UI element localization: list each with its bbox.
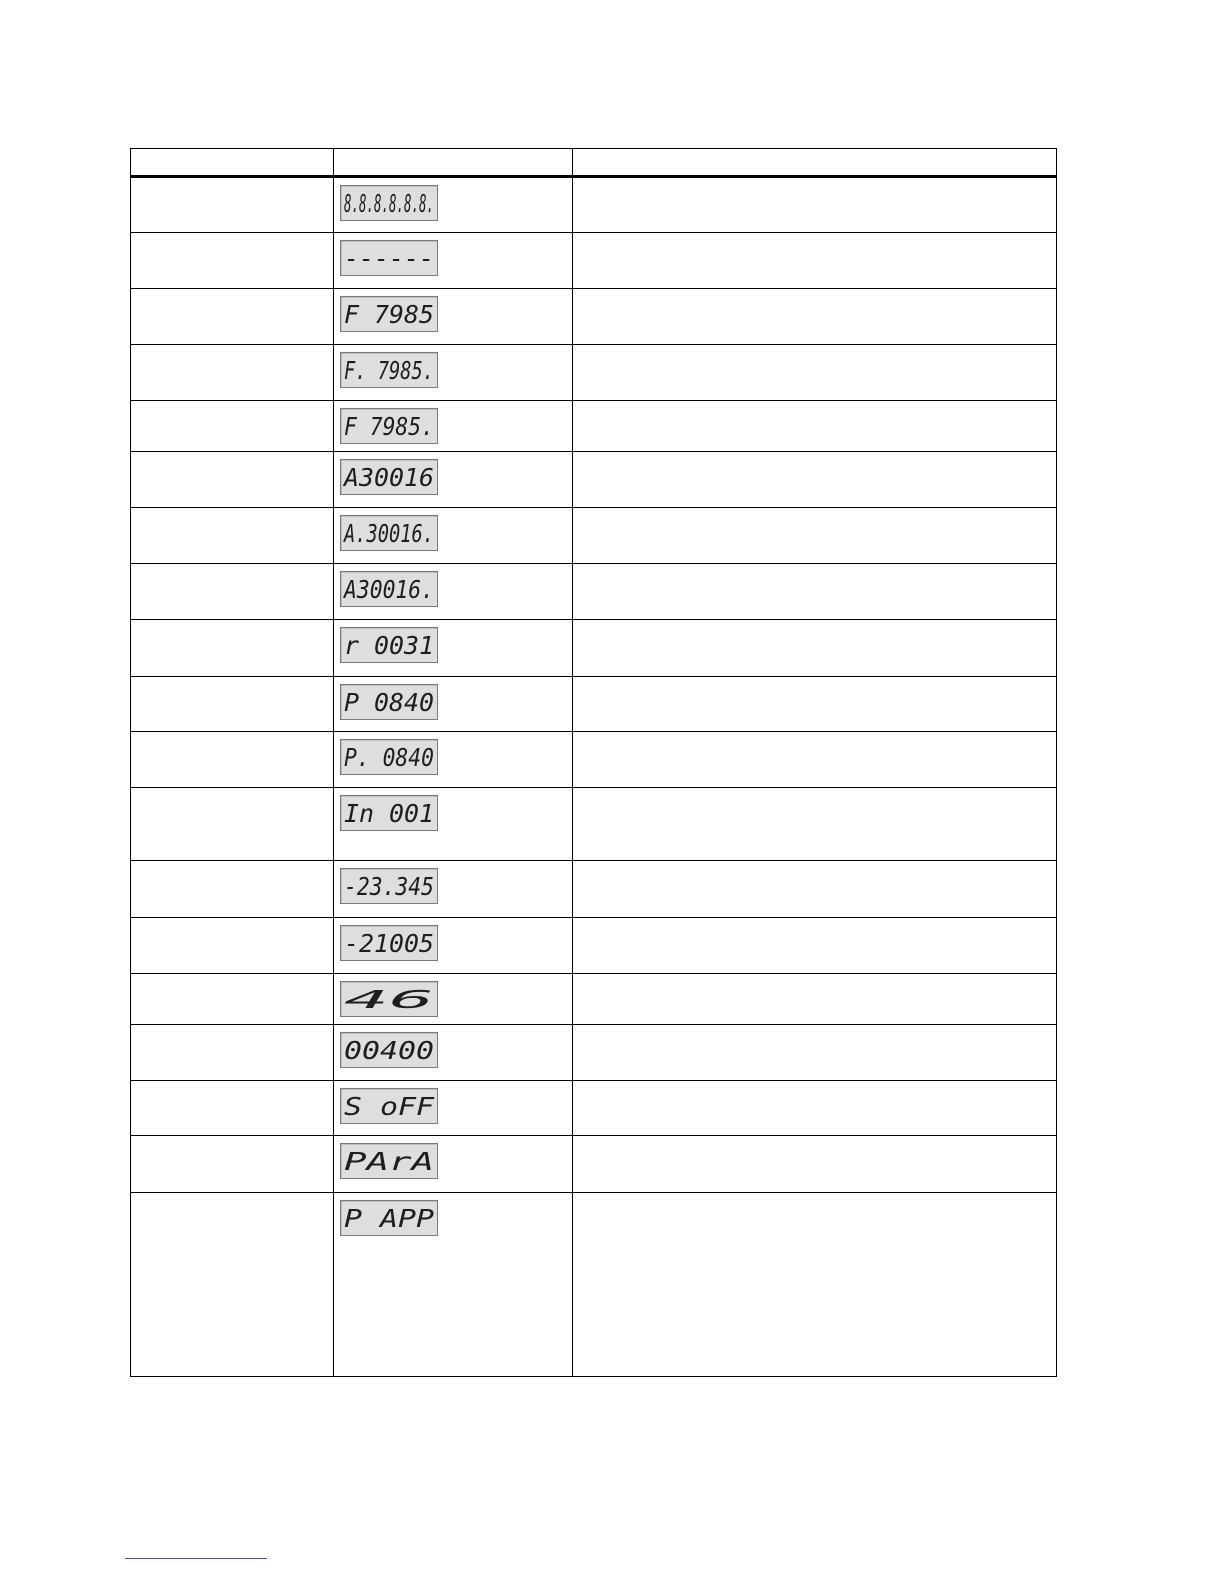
parameter-cell bbox=[131, 732, 334, 788]
footnote-rule bbox=[125, 1558, 267, 1559]
parameter-cell bbox=[131, 918, 334, 974]
lcd-text: 00400 bbox=[344, 1036, 434, 1065]
lcd-text: P APP bbox=[344, 1204, 434, 1233]
table-row bbox=[131, 788, 1057, 861]
lcd-text: P 0840 bbox=[344, 688, 434, 717]
lcd-display bbox=[340, 925, 438, 961]
display-cell bbox=[334, 1081, 573, 1136]
display-cell bbox=[334, 452, 573, 508]
lcd-display bbox=[340, 515, 438, 551]
parameter-cell bbox=[131, 401, 334, 452]
lcd-text: A.30016. bbox=[342, 519, 434, 548]
parameter-cell bbox=[131, 1193, 334, 1377]
description-cell bbox=[573, 1081, 1057, 1136]
lcd-text: 8.8.8.8.8.8. bbox=[344, 189, 434, 218]
description-cell bbox=[573, 974, 1057, 1025]
lcd-text: F 7985 bbox=[344, 300, 434, 329]
lcd-text: ------ bbox=[344, 244, 434, 273]
header-cell-2 bbox=[334, 149, 573, 177]
display-cell bbox=[334, 974, 573, 1025]
table-row bbox=[131, 401, 1057, 452]
parameter-cell bbox=[131, 677, 334, 732]
lcd-display bbox=[340, 981, 438, 1017]
description-cell bbox=[573, 620, 1057, 677]
lcd-display bbox=[340, 185, 438, 221]
lcd-text: S oFF bbox=[344, 1092, 436, 1121]
lcd-text: In 001 bbox=[344, 799, 434, 828]
table-row bbox=[131, 233, 1057, 289]
lcd-display bbox=[340, 684, 438, 720]
lcd-display bbox=[340, 739, 438, 775]
table-body bbox=[131, 177, 1057, 1377]
parameter-cell bbox=[131, 1136, 334, 1193]
table-row bbox=[131, 452, 1057, 508]
description-cell bbox=[573, 233, 1057, 289]
display-cell bbox=[334, 788, 573, 861]
description-cell bbox=[573, 289, 1057, 345]
description-cell bbox=[573, 918, 1057, 974]
display-cell bbox=[334, 677, 573, 732]
table-row bbox=[131, 508, 1057, 564]
lcd-text: -23.345 bbox=[344, 872, 434, 901]
parameter-cell bbox=[131, 233, 334, 289]
lcd-display bbox=[340, 296, 438, 332]
table-row bbox=[131, 1081, 1057, 1136]
lcd-text: -21005 bbox=[344, 929, 434, 958]
table-row bbox=[131, 918, 1057, 974]
display-cell bbox=[334, 918, 573, 974]
lcd-text: A30016. bbox=[342, 575, 434, 604]
table-row bbox=[131, 1193, 1057, 1377]
display-cell bbox=[334, 345, 573, 401]
table-row bbox=[131, 1136, 1057, 1193]
parameter-cell bbox=[131, 452, 334, 508]
display-cell bbox=[334, 620, 573, 677]
lcd-text: F. 7985. bbox=[344, 356, 434, 385]
lcd-display bbox=[340, 1200, 438, 1236]
description-cell bbox=[573, 177, 1057, 233]
table-row bbox=[131, 289, 1057, 345]
table-row bbox=[131, 620, 1057, 677]
lcd-display bbox=[340, 1032, 438, 1068]
description-cell bbox=[573, 401, 1057, 452]
display-cell bbox=[334, 732, 573, 788]
lcd-text: PArA bbox=[344, 1147, 434, 1176]
lcd-display bbox=[340, 408, 438, 444]
lcd-text: r 0031 bbox=[344, 631, 434, 660]
parameter-cell bbox=[131, 564, 334, 620]
table-row bbox=[131, 345, 1057, 401]
display-cell bbox=[334, 1193, 573, 1377]
lcd-display bbox=[340, 1088, 438, 1124]
description-cell bbox=[573, 677, 1057, 732]
display-cell bbox=[334, 1025, 573, 1081]
table-row bbox=[131, 177, 1057, 233]
description-cell bbox=[573, 564, 1057, 620]
parameter-cell bbox=[131, 289, 334, 345]
table-row bbox=[131, 1025, 1057, 1081]
table-row bbox=[131, 677, 1057, 732]
description-cell bbox=[573, 1025, 1057, 1081]
table-row bbox=[131, 974, 1057, 1025]
display-cell bbox=[334, 1136, 573, 1193]
display-cell bbox=[334, 289, 573, 345]
lcd-display bbox=[340, 240, 438, 276]
display-cell bbox=[334, 861, 573, 918]
description-cell bbox=[573, 861, 1057, 918]
description-cell bbox=[573, 345, 1057, 401]
parameter-cell bbox=[131, 1081, 334, 1136]
description-cell bbox=[573, 1193, 1057, 1377]
table-row bbox=[131, 564, 1057, 620]
display-cell bbox=[334, 177, 573, 233]
description-cell bbox=[573, 1136, 1057, 1193]
display-cell bbox=[334, 233, 573, 289]
parameter-cell bbox=[131, 177, 334, 233]
parameter-cell bbox=[131, 974, 334, 1025]
lcd-display bbox=[340, 352, 438, 388]
parameter-cell bbox=[131, 508, 334, 564]
lcd-text: A30016 bbox=[342, 463, 434, 492]
lcd-display bbox=[340, 627, 438, 663]
description-cell bbox=[573, 452, 1057, 508]
table-row bbox=[131, 732, 1057, 788]
parameter-cell bbox=[131, 345, 334, 401]
parameter-cell bbox=[131, 1025, 334, 1081]
table-header-row bbox=[131, 149, 1057, 177]
header-cell-1 bbox=[131, 149, 334, 177]
lcd-text: P. 0840 bbox=[344, 743, 434, 772]
description-cell bbox=[573, 788, 1057, 861]
lcd-display bbox=[340, 795, 438, 831]
display-cell bbox=[334, 508, 573, 564]
lcd-display bbox=[340, 1143, 438, 1179]
display-cell bbox=[334, 401, 573, 452]
description-cell bbox=[573, 508, 1057, 564]
parameter-cell bbox=[131, 788, 334, 861]
parameter-cell bbox=[131, 620, 334, 677]
lcd-display bbox=[340, 571, 438, 607]
display-cell bbox=[334, 564, 573, 620]
header-cell-3 bbox=[573, 149, 1057, 177]
lcd-text: F 7985. bbox=[344, 412, 434, 441]
lcd-text: 46 bbox=[344, 985, 434, 1014]
parameter-cell bbox=[131, 861, 334, 918]
display-codes-table bbox=[130, 148, 1057, 1377]
lcd-display bbox=[340, 868, 438, 904]
lcd-display bbox=[340, 459, 438, 495]
description-cell bbox=[573, 732, 1057, 788]
table-row bbox=[131, 861, 1057, 918]
